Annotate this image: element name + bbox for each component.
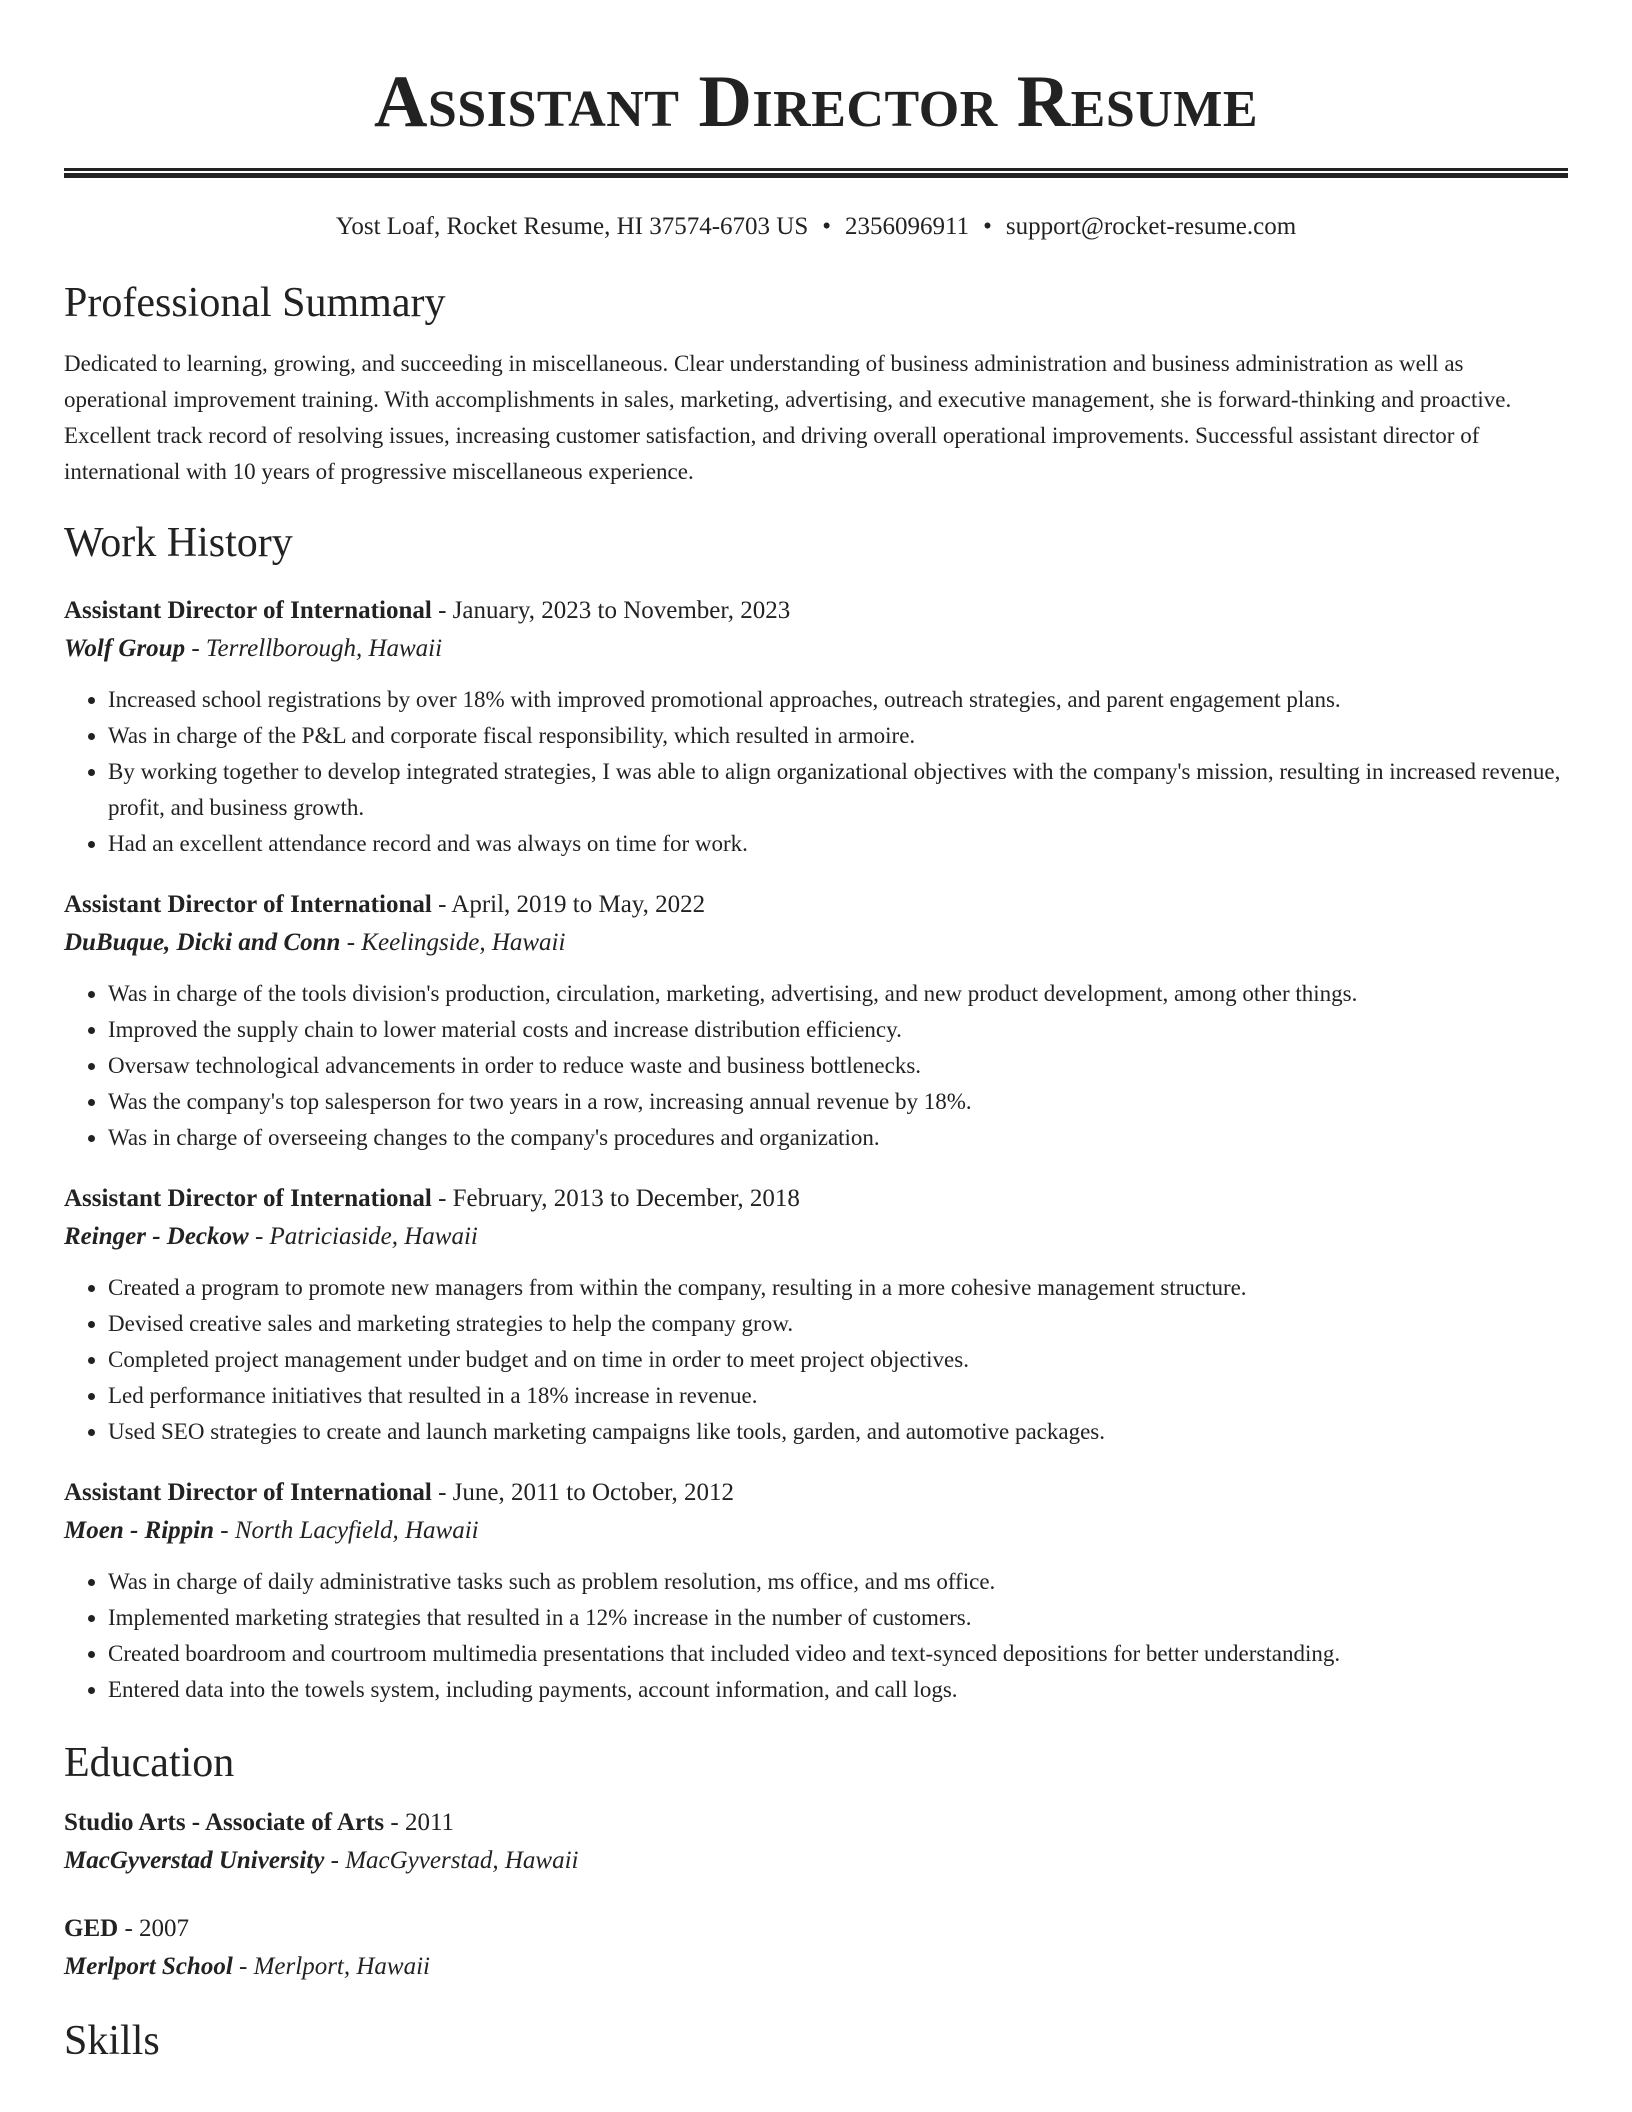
education-entry [64,1910,1568,1986]
degree-line [64,1804,1568,1842]
degree-year: - 2011 [384,1809,455,1836]
resume-title: Assistant Director Resume [373,61,1259,143]
job-entry [64,1180,1568,1450]
job-entry [64,1474,1568,1708]
company-line [64,924,1568,962]
job-bullet: • Was in charge of daily administrative tasks such as problem resolution, ms office, and ms office. [108,1564,1568,1600]
degree: Studio Arts - Associate of Arts [64,1809,385,1836]
work-history-heading: Work History [64,520,293,566]
job-bullets [64,682,1568,862]
job-title-line [64,1180,1568,1218]
job-title-line [64,886,1568,924]
job-bullets [64,1564,1568,1708]
job-bullet: • Improved the supply chain to lower material costs and increase distribution efficiency. [108,1012,1568,1048]
company-name: Moen - Rippin [64,1517,215,1544]
job-bullet: • Completed project management under budget and on time in order to meet project objectives. [108,1342,1568,1378]
job-bullet: • Was in charge of the P&L and corporate fiscal responsibility, which resulted in armoire. [108,718,1568,754]
degree-year: - 2007 [118,1915,190,1942]
job-title: Assistant Director of International [64,597,432,624]
company-line [64,1512,1568,1550]
job-title: Assistant Director of International [64,891,432,918]
job-bullets [64,1270,1568,1450]
school-line [64,1842,1568,1880]
job-dates: - April, 2019 to May, 2022 [431,891,706,918]
school-location: - Merlport, Hawaii [232,1953,430,1980]
job-bullet: • Used SEO strategies to create and launch marketing campaigns like tools, garden, and automotive packages. [108,1414,1568,1450]
company-location: - Terrellborough, Hawaii [185,635,443,662]
job-entry [64,592,1568,862]
company-line [64,1218,1568,1256]
job-bullet: • Implemented marketing strategies that resulted in a 12% increase in the number of customers. [108,1600,1568,1636]
job-bullet: • Led performance initiatives that resulted in a 18% increase in revenue. [108,1378,1568,1414]
school-location: - MacGyverstad, Hawaii [324,1847,579,1874]
company-name: DuBuque, Dicki and Conn [64,929,341,956]
job-bullet: • By working together to develop integrated strategies, I was able to align organizational objectives with the company's mission, resulting in increased revenue, profit, and business growth. [108,754,1568,826]
degree: GED [64,1915,119,1942]
company-name: Wolf Group [64,635,186,662]
job-entry [64,886,1568,1156]
job-bullets [64,976,1568,1156]
skills-heading: Skills [64,2018,160,2064]
job-dates: - June, 2011 to October, 2012 [431,1479,734,1506]
job-bullet: • Was the company's top salesperson for two years in a row, increasing annual revenue by 18%. [108,1084,1568,1120]
title-double-rule [64,168,1568,178]
degree-line [64,1910,1568,1948]
job-bullet: • Increased school registrations by over 18% with improved promotional approaches, outreach strategies, and parent engagement plans. [108,682,1568,718]
company-location: - North Lacyfield, Hawaii [214,1517,479,1544]
job-bullet: • Entered data into the towels system, including payments, account information, and call logs. [108,1672,1568,1708]
contact-separator: • [983,213,992,240]
job-dates: - January, 2023 to November, 2023 [431,597,791,624]
company-line [64,630,1568,668]
school-line [64,1948,1568,1986]
education-entry [64,1804,1568,1880]
school-name: MacGyverstad University [64,1847,325,1874]
job-bullet: • Was in charge of overseeing changes to the company's procedures and organization. [108,1120,1568,1156]
contact-line [64,212,1568,242]
resume-page [64,0,1568,2066]
summary-text: Dedicated to learning, growing, and succeeding in miscellaneous. Clear understanding of business administration and business administration as well as operational improvement training. With accomplishments in sales, marketing, advertising, and executive management, she is forward-thinking and proactive. Excellent track record of resolving issues, increasing customer satisfaction, and driving overall operational improvements. Successful assistant director of international with 10 years of progressive miscellaneous experience. [64,351,1512,484]
job-bullet: • Oversaw technological advancements in order to reduce waste and business bottlenecks. [108,1048,1568,1084]
job-title: Assistant Director of International [64,1185,432,1212]
company-location: - Keelingside, Hawaii [340,929,566,956]
education-heading: Education [64,1740,235,1786]
job-dates: - February, 2013 to December, 2018 [431,1185,800,1212]
school-name: Merlport School [64,1953,233,1980]
company-name: Reinger - Deckow [64,1223,249,1250]
job-bullet: • Devised creative sales and marketing strategies to help the company grow. [108,1306,1568,1342]
company-location: - Patriciaside, Hawaii [248,1223,478,1250]
job-bullet: • Created boardroom and courtroom multimedia presentations that included video and text-synced depositions for better understanding. [108,1636,1568,1672]
summary-heading: Professional Summary [64,280,446,326]
job-bullet: • Had an excellent attendance record and was always on time for work. [108,826,1568,862]
contact-email: support@rocket-resume.com [1005,213,1297,240]
job-bullet: • Created a program to promote new managers from within the company, resulting in a more cohesive management structure. [108,1270,1568,1306]
contact-phone: 2356096911 [845,213,970,240]
job-bullet: • Was in charge of the tools division's production, circulation, marketing, advertising, and new product development, among other things. [108,976,1568,1012]
job-title-line [64,592,1568,630]
contact-separator: • [822,213,832,240]
job-title: Assistant Director of International [64,1479,432,1506]
job-title-line [64,1474,1568,1512]
contact-address: Yost Loaf, Rocket Resume, HI 37574-6703 US [335,213,809,240]
